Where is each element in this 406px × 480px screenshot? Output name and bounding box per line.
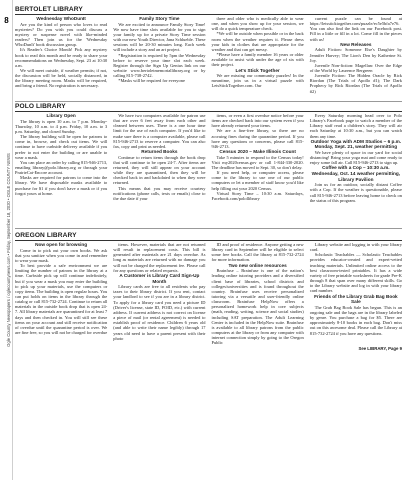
subheading: Friends of the Library Grab Bag Book Sale [314,293,398,305]
paragraph: To best provide a safe environment we are limiting the number of patrons in the library at a time. Curbside pick up will continue indefinitely, but if you wear a mask you may enter the building to pick up your materials, use the computers or copy items. The building is open regular hours. You can put holds on items in the library through the catalog or call 815-732-2724. Continue to return all materials in the outside book drop that is open 24-7. All library materials are quarantined for at least 7 days and then checked in. You will still see these items on your account and still receive notification of overdue until the quarantine period is over. We are fine free, so you will not be charged for overdue [15,263,108,336]
column [212,113,304,203]
subheading: Now open for browsing [35,242,88,247]
paragraph: Library website and logging in with your library card. [309,242,402,253]
subheading: Outdoor Yoga with ADM Studios – 6 p.m. Monday, Sept. 21, weather permitting [310,138,402,150]
paragraph: Scholastic Teachables — Scholastic Teachables provides educator-created and expert-vetted teaching materials. Unlimited online access to the best classroom-tested printables. It has a wide variety of free printable worksheets for grade Pre-K through 8 that span over many different skills. Go to the Library website and log in with your library card number. [309,252,402,294]
column [310,113,402,203]
paragraph: Juvenile Non-fiction: Magellan: Over the Edge of the World by Laurence Bergreen [309,62,402,73]
paragraph: *We will be outside when possible or in the back room when the weather requires it. Please dress your kids in clothes that are appropriate for the weather and that can get messy. [211,31,304,52]
paragraph: The library is open 10 a.m. to 7 p.m. Monday-Thursday, 10 a.m. to 4 p.m. Friday, 10 a.m. to 3 p.m. Saturday, and closed Sunday. [15,118,108,134]
paragraph: The Grab Bag Book Sale has begun. This is an ongoing sale and the bags are in the library labeled by genre. You purchase a bag for $5. There are approximately 8-10 books in each bag. Don't miss out on this awesome deal. Please call the Library at 815-732-2724 if you have any questions. [309,304,402,336]
paragraph: Masks are required for patrons to come into the library. We have disposable masks available to purchase for $1 if you don't have a mask or if you forgot yours at home. [15,175,108,196]
subheading: New Releases [340,41,372,47]
paragraph: *Please have a family member 16 years or older available to assist with under the age of six with their project. [211,52,304,68]
subheading: Two new online resources [228,262,287,268]
section-divider [15,228,402,229]
subheading: Returned Books [141,149,178,155]
paragraph: We are missing our community puzzles! In the meantime, join us in a virtual puzzle with LetsStickTogether.com. Our [211,73,304,89]
subheading: Coffee with a Cop – 10:30 a.m. Wednesday, Oct. 14 weather permitting, Library Pavilion [311,165,401,182]
paragraph: Every Saturday morning head over to Polo Library's Facebook page to watch a member of the Library staff read a children's story. They will air each Saturday at 10:30 a.m., but you can watch them any time. [309,113,402,139]
subheading: A Customer is Library Card Sign-Up Month [119,272,200,284]
paragraph: Library cards are free to all residents who pay taxes to their library district. If you rent, contact your landlord to see if you are in a library district. To apply for a library card you need a picture ID (Driver's license, state ID, FOID, etc.) with current address. If current address is not correct on license a piece of mail (or rental agreement) is needed to establish proof of residence. Children 6 years old (and able to write their name legibly) through 17 years old need to have a parent present with their photo [113,284,206,341]
column [212,242,304,346]
subheading: Library Open [46,113,76,118]
paragraph: *Registration is required by 5pm the Wednesday before to reserve your time slot each week. Register through the Sign Up Genius link on our website www.bertoletmemoriallibrary.org or by calling 815-738-2742. [113,52,206,79]
column [113,113,205,203]
polo-library-section [15,103,402,203]
paragraph: Come in to pick out your own books. We ask that you sanitize when you come in and remember to wear your mask. [15,247,108,263]
paragraph: Join us for an outdoor, socially distant Coffee with a Cop. If the weather is questionable, please call 815-946-2713 before leaving home to check on the status of this program. [309,182,402,203]
paragraph: You can place an order by calling 815-946-2713, emailing library@polo.library.org or through your PrairieCat-Encore account. [15,159,108,176]
paragraph: We are excited to announce Family Story Time! We now have time slots available for you to sign your family up for a private Story Time session with our new Youth Director, Jana Schlueble. These sessions will be 20-30 minutes long. Each week will include a story and an art project. [113,21,206,53]
paragraph: We have two computers available for patron use that are over 6 feet away from each other and cleaned between uses. There is a one hour time limit for the use of each computer. If you'd like to make sure there is a computer available, please call 815-946-2713 to reserve a computer. You can also fax, copy and print as needed. [113,113,206,149]
paragraph: Juvenile Fiction: The Hidden Oracle by Rick Riordan (The Trials of Apollo #1); The Dark Prophecy by Rick Riordan (The Trials of Apollo #2) [309,73,402,94]
paragraph: items. However, materials that are not returned will result in replacement costs. This bill is generated after materials are 21 days overdue. As long as materials are returned with no damage you will not be charged the replacement fee. Please call for any questions or related requests. [113,242,206,273]
paragraph: current puzzle can be found at https://letssticktogether.com/puzzle/ec5e5bfa7e76. You can also find the link on our Facebook post. Fill in a little or fill in a lot. Come fill in the pieces with us! [309,16,402,42]
subheading: Wednesday WhoDunIt [36,16,86,21]
column [310,16,402,94]
continued-jump-line: See LIBRARY, Page 9 [358,345,402,351]
paragraph: This means that you may receive courtesy notifications (phone calls, texts or emails) close to the due date if your [113,185,206,201]
paragraph: It's Reader's Choice Month! Pick any mystery book to read this month and be ready to share your recommendations on Wednesday, Sept. 23 at 10:30 a.m. [15,47,108,68]
paragraph: items, or even a first overdue notice before your items are checked back into our system even if you have already returned your items. [211,113,304,129]
paragraph: Continue to return items through the book drop that will continue to be open 24-7. After items are returned, they will still appear on your account while they are quarantined, then they will be checked back in and backdated to when they were returned. [113,154,206,186]
paragraph: Are you the kind of person who loves to read mysteries? Do you wish you could discuss a mystery or suspense novel with like-minded readers? Then join us for the 'Wednesday WhoDunIt' book discussion group. [15,21,108,48]
paragraph: Adult Fiction: Someone Else's Daughter by Jennifer Harvey; The Lion's Den by Katherine St. Joy. [309,47,402,63]
paragraph: We will meet outside, if weather permits; if not, the discussion will be held, socially distanced, in the library meeting room. Masks will be required, and bring a friend. No registration is necessary. [15,68,108,89]
section-heading: POLO LIBRARY [15,103,402,112]
subheading: Let's Stick Together [235,67,280,73]
column [113,242,205,346]
paragraph: Take 5 minutes to respond to the Census today! Visit my2020census.gov or call 1-844-330-2020. The deadline has moved to Sept. 30, so don't delay. [211,154,304,170]
subheading: Family Story Time [139,16,180,21]
column [113,16,205,94]
section-heading: BERTOLET LIBRARY [15,6,402,15]
bertolet-library-section [15,6,402,94]
section-heading: OREGON LIBRARY [15,232,402,241]
running-head: Ogle County Newspapers / oglecountynews.com • Friday, September 18, 2020 • OGLE COUNTY NEWS [6,153,11,347]
column [15,242,107,346]
paragraph: The library building will be open for patrons to come in, browse, and check out items. We will continue to have curbside delivery available if you prefer to not enter the building or are unable to wear a mask. [15,134,108,160]
paragraph: ID and proof of residence. Anyone getting a new library card in September will be eligible to select some free books. Call the library at 815-732-2724 for more information. [211,242,304,263]
paragraph: Brainfuse – Brainfuse is one of the nation's leading online tutoring providers and a diversified client base of libraries, school districts and colleges/universities and is found throughout the country. Brainfuse uses receive personalized tutoring via a versatile and user-friendly online classroom. Brainfuse HelpNow offers a personalized homework help in core subjects (math, reading, writing, science and social studies) including SAT preparation. The Adult Learning Center is included in the HelpNow suite. Brainfuse is available to all library patrons from the public computers at the library or from any computer with internet connection simply by going to the Oregon Public [211,268,304,346]
column [310,242,402,346]
column [15,16,107,94]
page-number: 8 [4,16,9,25]
subheading: Census 2020 – Make Illinois Count [219,149,296,155]
page-margin [0,0,13,480]
paragraph: three and older who is medically able to wear one, and when you show up for your session, we will do a quick temperature check. [211,16,304,32]
section-divider [15,101,402,102]
paragraph: We have plenty of space in our yard for social distancing! Bring your yoga mat and come ready to enjoy some fall air. Call 815-946-2713 to sign up. [309,149,402,166]
paragraph: Virtual Story Time – 10:30 a.m. Saturdays, Facebook.com/polollibrary [211,190,304,201]
oregon-library-section [15,232,402,351]
column [212,16,304,94]
paragraph: If you need help, or computer access, please come to the library to use one of our public computers or let a member of staff know you'd like help filling out your 2020 Census. [211,170,304,191]
column [15,113,107,203]
paragraph: *Masks will be required for everyone [118,78,185,84]
paragraph: We are a fine-free library, so there are no accruing fines during the quarantine period. If you have any questions or concerns, please call 815-946-2713. [211,128,304,149]
